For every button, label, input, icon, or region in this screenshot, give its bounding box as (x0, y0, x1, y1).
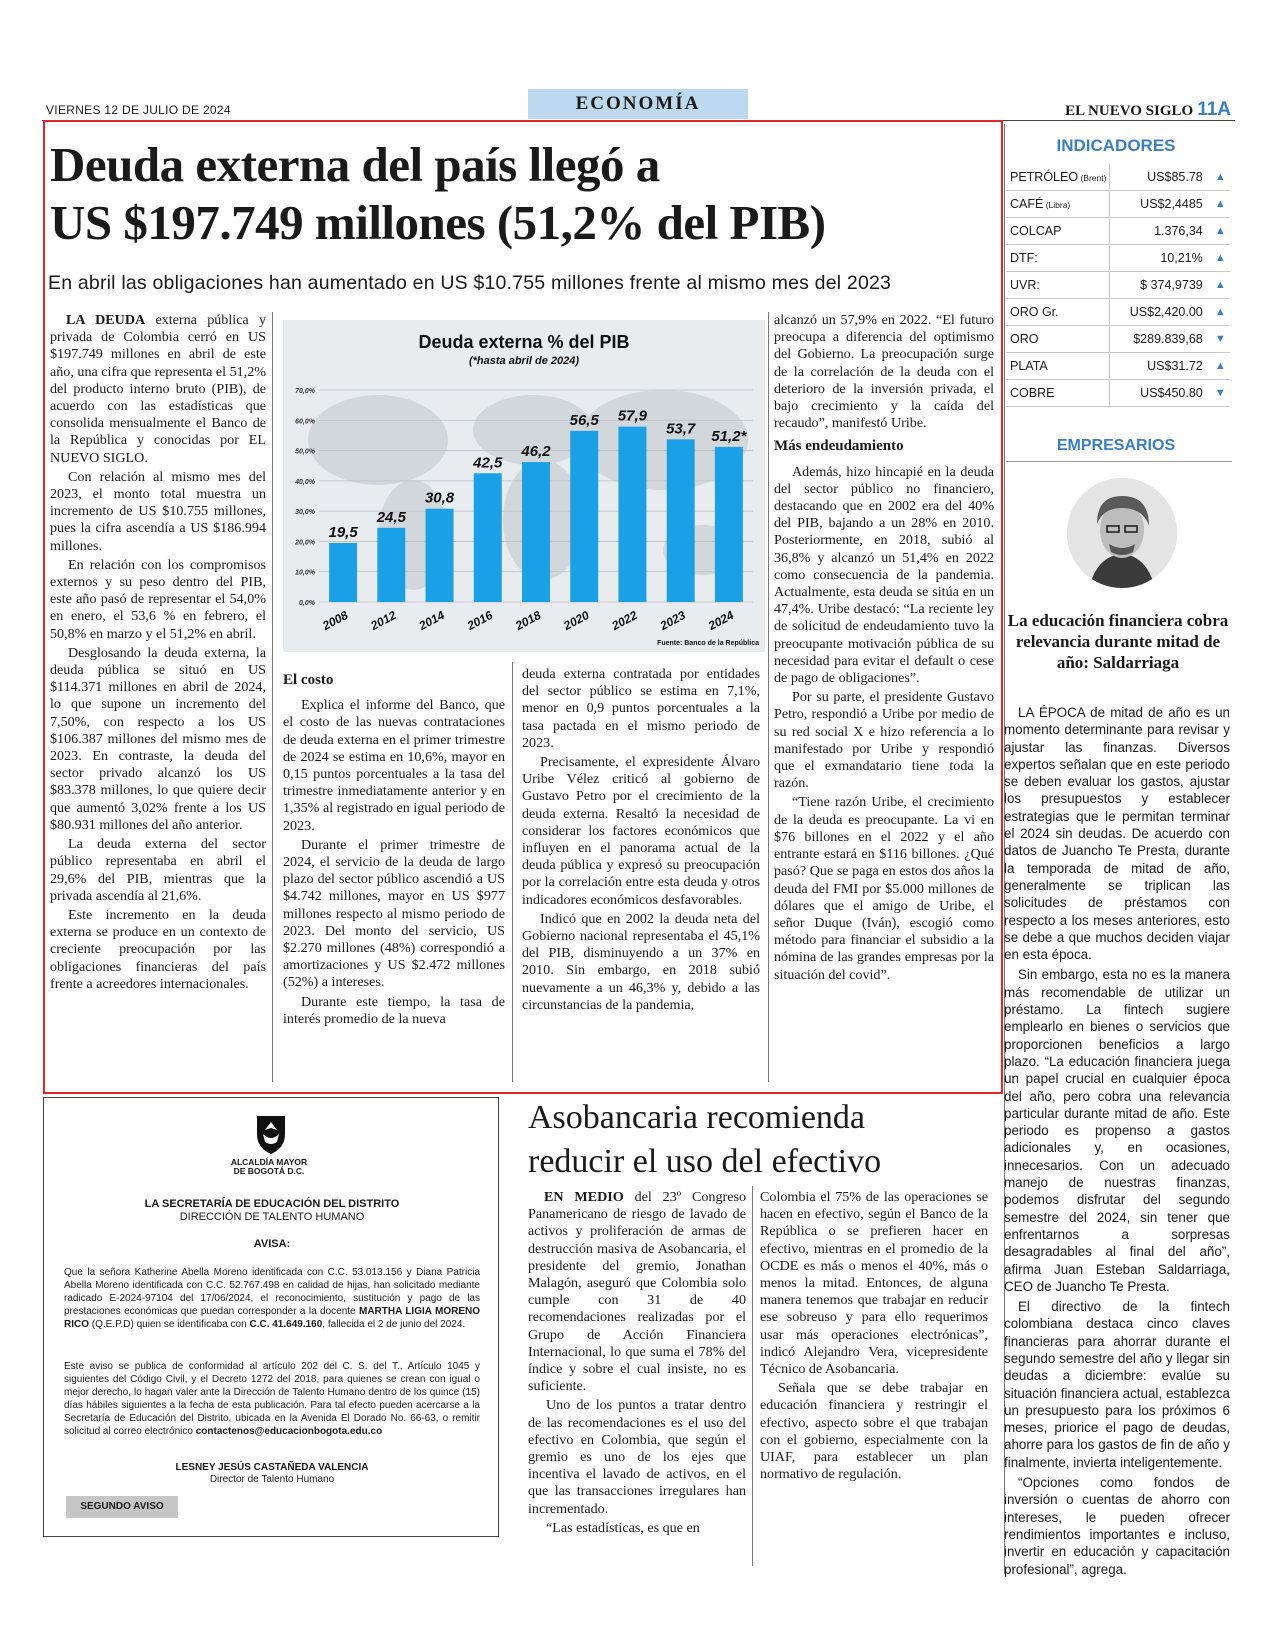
paragraph: Por su parte, el presidente Gustavo Petro, respondió a Uribe por medio de su red social X e hizo referencia a lo manifestado por Uribe y respondió que el exmandatario tiene toda la razón. (774, 689, 994, 792)
x-tick-label: 2020 (561, 608, 592, 633)
indicator-value: 1.376,34 (1154, 224, 1203, 238)
paragraph: La deuda externa del sector público representaba en abril el 29,6% del PIB, mientras que la privada ascendía al 21,6%. (50, 836, 266, 904)
indicator-name: CAFÉ (Libra) (1010, 197, 1071, 211)
x-tick-label: 2023 (657, 608, 688, 633)
public-notice (43, 1097, 499, 1537)
chart-source: Fuente: Banco de la República (657, 640, 759, 647)
paragraph: Desglosando la deuda externa, la deuda pública se situó en US $114.371 millones en abril de 2024, lo que supone un incremento del 7,50%, con respecto a los US $106.387 millones del mismo mes de 2023. En contraste, la deuda del sector privado alcanzó los US $83.378 millones, lo que quiere decir que aumentó 3,02% frente a los US $80.931 millones del año anterior. (50, 644, 266, 833)
bar (667, 439, 695, 602)
paragraph: Explica el informe del Banco, que el costo de las nuevas contrataciones de deuda externa en el primer trimestre de 2024 se estima en 10,6%, mayor en 0,15 puntos porcentuales a la tasa del trimestre inmediatamente anterior y en 1,35% al registrado en igual periodo de 2023. (283, 697, 505, 834)
indicator-row (1006, 218, 1230, 245)
data-label: 42,5 (473, 454, 503, 472)
x-tick-label: 2024 (705, 608, 737, 633)
masthead (1065, 99, 1231, 121)
alcaldia-logo-text: ALCALDÍA MAYOR DE BOGOTÁ D.C. (230, 1157, 308, 1176)
indicator-name: COLCAP (1010, 224, 1062, 238)
x-tick-label: 2008 (320, 608, 351, 633)
article-column-2 (283, 666, 505, 1030)
paragraph: deuda externa contratada por entidades del sector público se estima en 7,1%, menor en 0,9 puntos porcentuales a la tasa pactada en el mismo periodo de 2023. (522, 666, 760, 751)
arrow-up-icon: ▲ (1214, 171, 1226, 183)
bar (474, 473, 502, 602)
x-tick-label: 2018 (513, 608, 544, 633)
indicators-title: INDICADORES (1056, 136, 1176, 155)
column-divider (272, 312, 273, 1082)
bar (426, 509, 454, 602)
indicator-name: COBRE (1010, 386, 1055, 400)
indicator-row (1006, 191, 1230, 218)
indicator-row (1006, 299, 1230, 326)
empresarios-title: EMPRESARIOS (1056, 437, 1176, 454)
data-label: 19,5 (328, 523, 358, 541)
paragraph: Sin embargo, esta no es la manera más recomendable de utilizar un préstamo. La fintech sugiere emplearlo en bienes o servicios que proporcionen beneficios a largo plazo. “La educación financiera juega un papel crucial en cualquier época del año, pero cobra una relevancia particular durante mitad de año. Este periodo es propenso a gastos adicionales y, en ocasiones, innecesarios. Con un adecuado manejo de nuestras finanzas, podemos disfrutar del segundo semestre del 2024, sin tener que enfrentarnos a sorpresas desagradables al final del año”, afirma Juan Esteban Saldarriaga, CEO de Juancho Te Presta. (1004, 967, 1230, 1294)
data-label: 57,9 (617, 407, 648, 425)
paragraph: LA ÉPOCA de mitad de año es un momento determinante para revisar y ajustar las finanzas. Diversos expertos señalan que en este periodo se deben evaluar los gastos, ajustar los presupuestos y establecer estrategias que le permitan terminar el 2024 sin deudas. De acuerdo con datos de Juancho Te Presta, durante la temporada de mitad de año, generalmente se triplican las solicitudes de préstamos con respecto a los meses anteriores, esto se debe a que muchos deciden viajar en esta época. (1004, 705, 1230, 963)
paragraph: “Opciones como fondos de inversión o cuentas de ahorro con intereses, le pueden ofrecer rendimientos importantes e incluso, invertir en educación y capacitación profesional”, agrega. (1004, 1475, 1230, 1577)
paragraph: Indicó que en 2002 la deuda neta del Gobierno nacional representaba el 45,1% del PIB, disminuyendo a un 37% en 2010. Sin embargo, en 2018 subió nuevamente a un 46,3% y, debido a las circunstancias de la pandemia, (522, 910, 760, 1013)
notice-issuer: LA SECRETARÍA DE EDUCACIÓN DEL DISTRITO DIRECCIÓN DE TALENTO HUMANO (144, 1198, 400, 1223)
indicators-table (1006, 164, 1230, 407)
paragraph: El directivo de la fintech colombiana destaca cinco claves financieras para ahorrar durante el segundo semestre del año y llegar sin deudas a diciembre: evalúe su situación financiera actual, establezca un presupuesto para los próximos 6 meses, priorice el pago de deudas, ahorre para los gastos de fin de año y finalmente, invierta inteligentemente. (1004, 1299, 1230, 1470)
paragraph: Uno de los puntos a tratar dentro de las recomendaciones es el uso del efectivo en Colombia, que según el gremio es uno de los ejes que incentiva el lavado de activos, en el que las transacciones irregulares han incrementado. (528, 1397, 746, 1517)
bar (329, 543, 357, 602)
paragraph: alcanzó un 57,9% en 2022. “El futuro preocupa a diferencia del optimismo del Gobierno. La preocupación surge de la correlación de la deuda con el deterioro de la inversión privada, el bajo crecimiento y la caída del recaudo”, manifestó Uribe. (774, 312, 994, 432)
indicator-name: UVR: (1010, 278, 1040, 292)
data-label: 24,5 (376, 508, 406, 526)
article-column-4 (774, 312, 994, 986)
indicator-value: US$85.78 (1147, 170, 1203, 184)
indicator-name: ORO (1010, 332, 1039, 346)
debt-chart (283, 320, 765, 652)
coat-of-arms-icon (247, 1112, 295, 1156)
arrow-up-icon: ▲ (1214, 360, 1226, 372)
paragraph: En relación con los compromisos externos y su peso dentro del PIB, este año pasó de representar el 54,0% en enero, el 53,6 % en febrero, el 50,8% en marzo y el 51,2% en abril. (50, 556, 266, 642)
y-tick-label: 10,0% (295, 569, 315, 577)
paragraph: Durante este tiempo, la tasa de interés promedio de la nueva (283, 993, 505, 1027)
indicator-row (1006, 326, 1230, 353)
indicator-value: $289.839,68 (1133, 332, 1203, 346)
paragraph: Además, hizo hincapié en la deuda del sector público no financiero, destacando que en 2002 era del 40% del PIB, bajando a un 28% en 2010. Posteriormente, en 2018, subió al 36,8% y alcanzó un 51,4% en 2022 como consecuencia de la pandemia. Actualmente, esta deuda se sitúa en un 47,4%. Uribe destacó: “La reciente ley de solicitud de endeudamiento tuvo la preocupante motivación pública de su necesidad para evitar el default o cese de pago de obligaciones”. (774, 463, 994, 687)
page-number: 11A (1197, 99, 1231, 120)
indicator-row (1006, 164, 1230, 191)
indicator-value: $ 374,9739 (1140, 278, 1203, 292)
paragraph: Durante el primer trimestre de 2024, el servicio de la deuda de largo plazo del sector público ascendió a US $4.742 millones, mayor en US $977 millones respecto al mismo periodo de 2023. Del monto del servicio, US $2.270 millones (48%) correspondió a amortizaciones y US $2.472 millones (52%) a intereses. (283, 836, 505, 991)
arrow-down-icon: ▼ (1214, 387, 1226, 399)
notice-avisa: AVISA: (253, 1238, 291, 1250)
section-label: ECONOMÍA (528, 89, 748, 119)
headline-line-2: US $197.749 millones (51,2% del PIB) (50, 195, 826, 250)
indicator-value: US$2,420.00 (1129, 305, 1203, 319)
data-label: 51,2* (711, 427, 747, 445)
bar (570, 431, 598, 602)
asobancaria-column-1: EN MEDIO del 23º Congreso Panamericano de riesgo de lavado de activos y proliferación de armas de destrucción masiva de Asobancaria, el presidente del gremio, Jonathan Malagón, aseguró que Colombia solo cumple con 31 de 40 recomendaciones realizadas por el Grupo de Acción Financiera Internacional, lo que suma el 78% del índice y sobre el cual insiste, no es suficiente. Uno de los puntos a tratar dentro de las recomendaciones es el uso del efectivo en Colombia, que según el gremio es uno de los ejes que incentiva el lavado de activos, en el que las transacciones irregulares han incrementado. “Las estadísticas, es que en (528, 1189, 747, 1536)
indicator-row (1006, 380, 1230, 407)
paragraph: Con relación al mismo mes del 2023, el monto total muestra un incremento de US $10.755 millones, pues la cifra ascendía a US $186.994 millones. (50, 468, 266, 554)
data-label: 30,8 (424, 489, 455, 507)
x-tick-label: 2022 (609, 608, 640, 633)
data-label: 53,7 (666, 420, 696, 438)
paragraph: externa pública y privada de Colombia cerró en US $197.749 millones en abril de este año, una cifra que representa el 51,2% del producto interno bruto (PIB), de acuerdo con las estadísticas que consolida mensualmente el Banco de la República y conocidas por EL NUEVO SIGLO. (50, 312, 267, 466)
arrow-up-icon: ▲ (1214, 198, 1226, 210)
notice-paragraph-1: Que la señora Katherine Abella Moreno identificada con C.C. 53.013.156 y Diana Patricia Abella Moreno identificada con C.C. 52.767.498 en calidad de hijas, han solicitado mediante radicado E-2024-97104 del 17/06/2024, el reconocimiento, sustitución y pago de las prestaciones económicas que puedan corresponder a la docente MARTHA LIGIA MORENO RICO (Q.E.P.D) quien se identificaba con C.C. 41.649.160, fallecida el 2 de junio del 2024. (64, 1267, 480, 1330)
sidebar-rule (1006, 461, 1232, 462)
bar (618, 427, 646, 602)
indicator-row (1006, 245, 1230, 272)
y-tick-label: 20,0% (295, 539, 315, 547)
article-column-1 (50, 312, 266, 995)
indicator-name: ORO Gr. (1010, 305, 1059, 319)
y-tick-label: 0,0% (299, 600, 315, 607)
arrow-up-icon: ▲ (1214, 279, 1226, 291)
bar (522, 462, 550, 602)
headline-line-1: Deuda externa del país llegó a (50, 137, 660, 192)
portrait-photo (1067, 478, 1177, 588)
indicator-name: PETRÓLEO (Brent) (1010, 170, 1107, 184)
arrow-up-icon: ▲ (1214, 225, 1226, 237)
data-label: 46,2 (521, 443, 551, 461)
empresarios-headline: La educación financiera cobra relevancia durante mitad de año: Saldarriaga (1007, 611, 1229, 672)
section-heading: Más endeudamiento (774, 438, 904, 455)
y-tick-label: 40,0% (295, 478, 315, 486)
arrow-up-icon: ▲ (1214, 252, 1226, 264)
column-divider (512, 662, 513, 1082)
notice-paragraph-2: Este aviso se publica de conformidad al artículo 202 del C. S. del T., Artículo 1045 y siguientes del Código Civil, y el Decreto 1272 del 2018, para quienes se crean con igual o mejor derecho, lo hagan valer ante la Dirección de Talento Humano dentro de los quince (15) días hábiles siguientes a la fecha de esta publicación. Para tal efecto pueden acercarse a la Secretaría de Educación del Distrito, ubicada en la Avenida El Dorado No. 66-63, o remitir solicitud al correo electrónico contactenos@educacionbogota.edu.co (64, 1361, 480, 1437)
arrow-down-icon: ▼ (1214, 333, 1226, 345)
y-tick-label: 60,0% (295, 418, 315, 426)
indicator-name: DTF: (1010, 251, 1038, 265)
paragraph: “Las estadísticas, es que en (546, 1519, 700, 1536)
paragraph: Precisamente, el expresidente Álvaro Uribe Vélez criticó al gobierno de Gustavo Petro por el crecimiento de la deuda externa. Resaltó la necesidad de considerar los factores económicos que influyen en el panorama actual de la deuda pública y expresó su preocupación por la correlación entre esta deuda y otros indicadores económicos desfavorables. (522, 754, 760, 908)
section-heading: El costo (283, 672, 334, 688)
x-tick-label: 2016 (464, 608, 495, 633)
main-subhead: En abril las obligaciones han aumentado en US $10.755 millones frente al mismo mes del 2023 (48, 272, 892, 294)
indicator-value: US$450.80 (1140, 386, 1203, 400)
asobancaria-headline: Asobancaria recomienda reducir el uso del efectivo (528, 1099, 882, 1180)
paragraph: Este incremento en la deuda externa se produce en un contexto de creciente preocupación por las obligaciones financieras del país frente a acreedores internacionales. (50, 906, 266, 992)
y-tick-label: 30,0% (295, 509, 315, 517)
empresarios-body (1004, 704, 1230, 1581)
indicator-row (1006, 353, 1230, 380)
data-label: 56,5 (569, 411, 599, 429)
indicator-value: 10,21% (1160, 251, 1203, 265)
column-divider (752, 1186, 753, 1566)
y-tick-label: 50,0% (295, 448, 315, 456)
indicator-row (1006, 272, 1230, 299)
arrow-up-icon: ▲ (1214, 306, 1226, 318)
paragraph: Colombia el 75% de las operaciones se hacen en efectivo, según el Banco de la República o se prefieren hacer en efectivo, mientras en el promedio de la OCDE es más o menos el 40%, más o menos la mitad. Entonces, de alguna manera tenemos que trabajar en reducir ese sobreuso y para ello requerimos usar más operaciones electrónicas”, indicó Alejandro Vera, vicepresidente Técnico de Asobancaria. (760, 1189, 988, 1378)
lead-word: LA DEUDA (66, 312, 146, 328)
indicator-value: US$2,4485 (1140, 197, 1203, 211)
bar (715, 447, 743, 602)
article-column-3 (522, 666, 760, 1016)
bar (377, 528, 405, 602)
x-tick-label: 2014 (416, 608, 447, 633)
lead-word: EN MEDIO (544, 1189, 624, 1205)
indicator-value: US$31.72 (1147, 359, 1203, 373)
map-shape (308, 395, 448, 485)
notice-signature: LESNEY JESÚS CASTAÑEDA VALENCIA Director de Talento Humano (175, 1462, 369, 1485)
notice-badge: SEGUNDO AVISO (66, 1496, 178, 1518)
indicator-name: PLATA (1010, 359, 1048, 373)
chart-title: Deuda externa % del PIB (418, 332, 630, 352)
paragraph: “Tiene razón Uribe, el crecimiento de la deuda es preocupante. La vi en $76 billones en el 2022 y el año entrante estará en $116 billones. ¿Qué pasó? Que se paga en estos dos años la deuda del FMI por $5.000 millones de dólares que el amigo de Uribe, el señor Duque (Iván), escogió como método para financiar el subsidio a la nómina de las grandes empresas por la situación del covid”. (774, 794, 994, 983)
main-headline (50, 136, 990, 252)
asobancaria-column-2 (760, 1189, 988, 1485)
x-tick-label: 2012 (368, 608, 399, 633)
issue-date: VIERNES 12 DE JULIO DE 2024 (46, 103, 231, 117)
column-divider (768, 312, 769, 1082)
paragraph: Señala que se debe trabajar en educación financiera y restringir el efectivo, aspecto sobre el que trabajan con el gobierno, especialmente con la UIAF, para establecer un plan normativo de regulación. (760, 1380, 988, 1483)
chart-subtitle: (*hasta abril de 2024) (468, 355, 580, 367)
y-tick-label: 70,0% (295, 388, 315, 395)
paper-name: EL NUEVO SIGLO (1065, 103, 1194, 119)
